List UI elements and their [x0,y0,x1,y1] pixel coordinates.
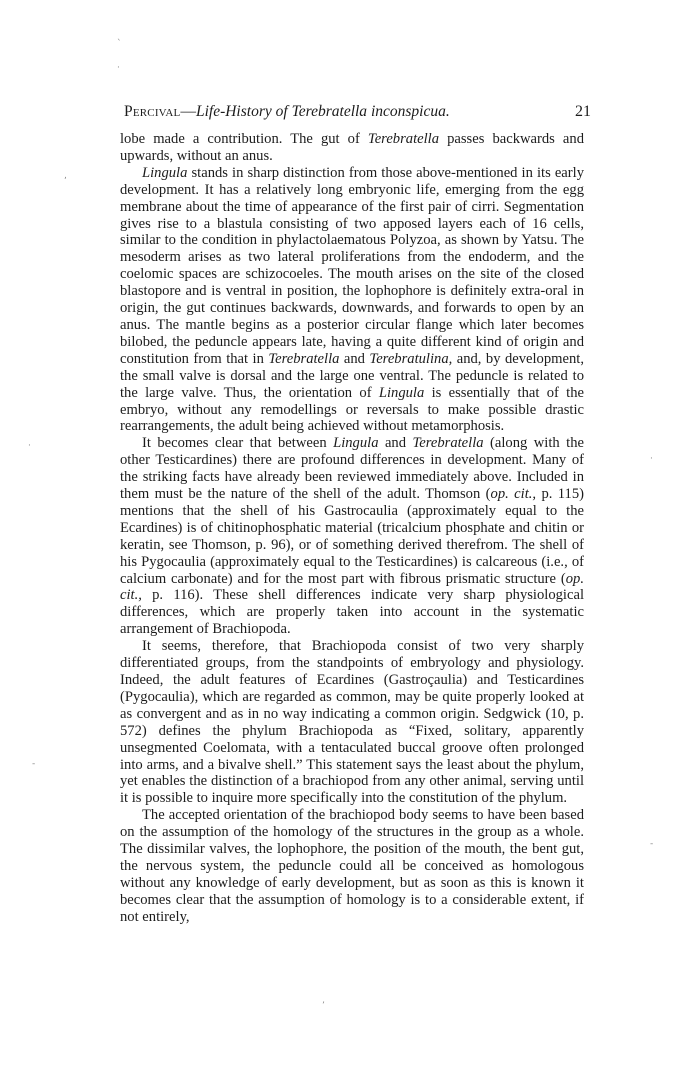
paragraph-5: The accepted orientation of the brachiopod body seems to have been based on the assumption of the homology of the structures in the group as a whole. The dissimilar valves, the lophophore, the position of the mouth, the bent gut, the nervous system, the peduncle could all be conceived as homologous without any knowledge of early development, but as soon as this is known it becomes clear that the assumption of homology is to a considerable extent, if not entirely, [120,807,584,925]
running-title [124,101,450,123]
paragraph-3: It becomes clear that between Lingula and Terebratella (along with the other Testicardines) there are profound differences in development. Many of the striking facts have already been reviewed immediately above. Included in them must be the nature of the shell of the adult. Thomson (op. cit., p. 115) mentions that the shell of his Gastrocaulia (approximately equal to the Ecardines) is of chitinophosphatic material (tricalcium phosphate and chitin or keratin, see Thomson, p. 96), or of something derived therefrom. The shell of his Pygocaulia (approximately equal to the Testicardines) is calcareous (i.e., of calcium carbonate) and for the most part with fibrous prismatic structure (op. cit., p. 116). These shell differences indicate very sharp physiological differences, which are properly taken into account in the systematic arrangement of Brachiopoda. [120,435,584,638]
scan-speck: · [650,454,653,464]
paragraph-2: Lingula stands in sharp distinction from those above-mentioned in its early development. It has a relatively long embryonic life, emerging from the egg membrane about the time of appearance of the first pair of cirri. Segmentation gives rise to a blastula consisting of two apposed layers each of 16 cells, similar to the condition in phylactolaematous Polyzoa, as shown by Yatsu. The mesoderm arises as two lateral proliferations from the endoderm, and the coelomic spaces are schizocoeles. The mouth arises on the site of the closed blastopore and is ventral in position, the lophophore is definitely extra-oral in origin, the gut continues backwards, downwards, and forwards to open by an anus. The mantle begins as a posterior circular flange which later becomes bilobed, the peduncle appears late, having a quite different kind of origin and constitution from that in Terebratella and Terebratulina, and, by development, the small valve is dorsal and the large one ventral. The peduncle is related to the large valve. Thus, the orientation of Lingula is essentially that of the embryo, without any remodellings or reversals to make possible drastic rearrangements, the adult being achieved without metamorphosis. [120,164,584,435]
header-title: Life-History of Terebratella inconspicua. [195,103,450,120]
paragraph-1: lobe made a contribution. The gut of Terebratella passes backwards and upwards, without an anus. [120,131,584,164]
scan-speck: , [64,171,67,181]
scan-speck: ˋ [117,39,122,49]
scan-speck: ʼ [322,1001,325,1011]
scan-speck: - [32,759,36,769]
body-text [120,131,584,926]
scan-speck: · [28,441,31,451]
paragraph-4: It seems, therefore, that Brachiopoda consist of two very sharply differentiated groups, from the standpoints of embryology and physiology. Indeed, the adult features of Ecardines (Gastroçaulia) and Testicardines (Pygocaulia), which are regarded as common, may be quite properly looked at as convergent and as in no way indicating a common origin. Sedgwick (10, p. 572) defines the phylum Brachiopoda as “Fixed, solitary, apparently unsegmented Coelomata, with a tentaculated buccal groove often prolonged into arms, and a bivalve shell.” This statement says the least about the phylum, yet enables the distinction of a brachiopod from any other animal, serving until it is possible to inquire more specifically into the constitution of the phylum. [120,638,584,807]
header-separator: — [180,103,196,120]
scan-speck: - [650,839,654,849]
scan-speck: · [117,63,120,73]
running-header [112,101,591,123]
header-author: Percival [124,103,181,120]
page-number: 21 [575,103,591,120]
